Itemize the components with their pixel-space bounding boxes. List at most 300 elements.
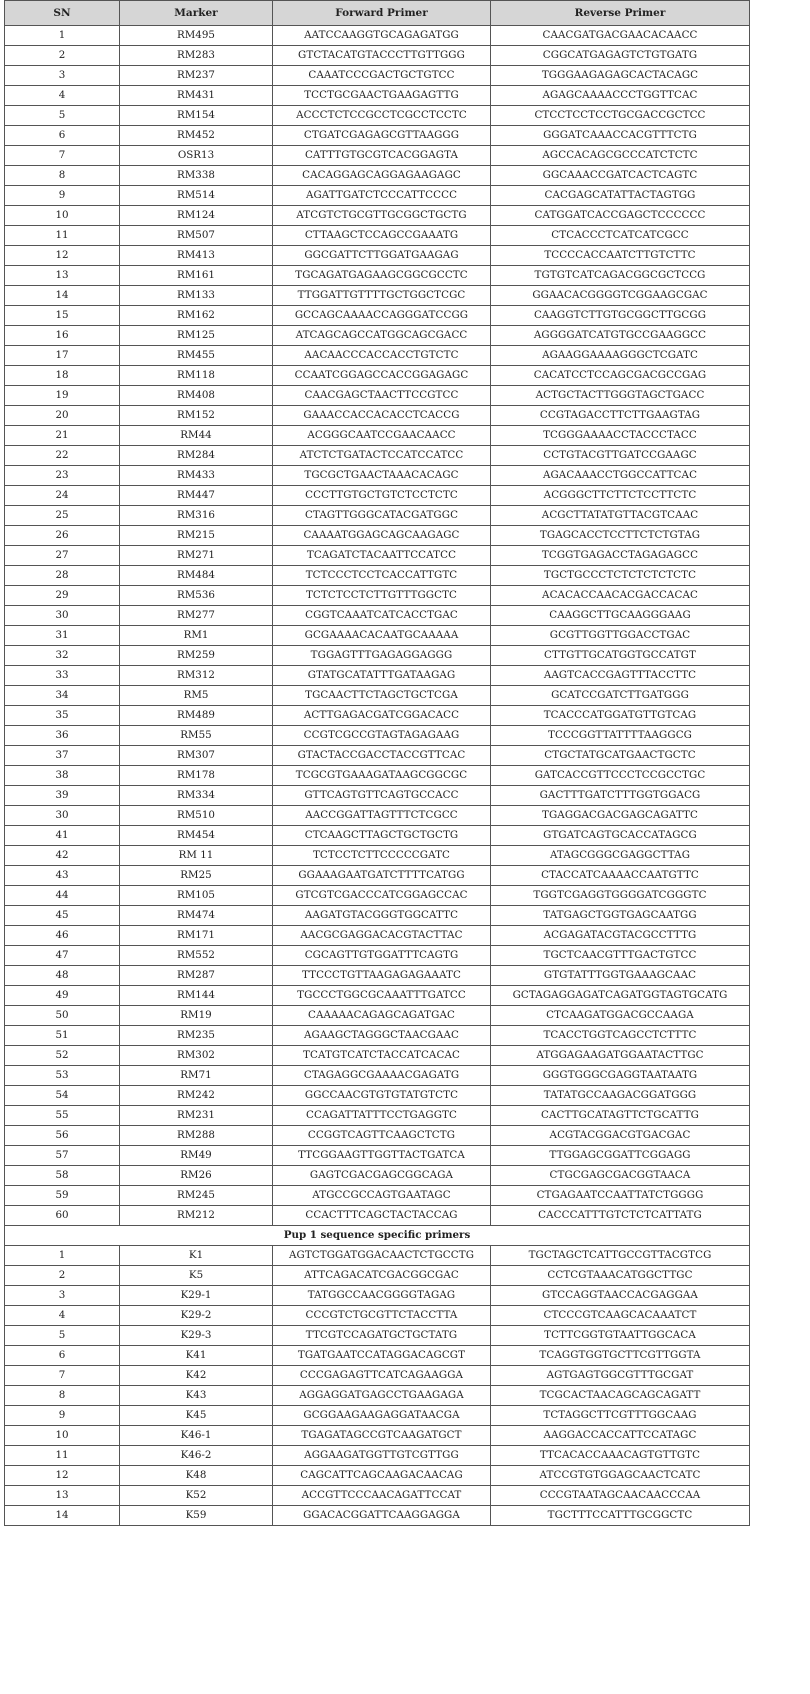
sn-cell: 8 <box>5 1386 120 1406</box>
table-row <box>5 1366 750 1386</box>
sn-cell: 23 <box>5 466 120 486</box>
forward-primer-cell: TGATGAATCCATAGGACAGCGT <box>273 1346 491 1366</box>
reverse-primer-cell: GATCACCGTTCCCTCCGCCTGC <box>491 766 750 786</box>
marker-cell: RM178 <box>120 766 273 786</box>
table-row <box>5 386 750 406</box>
forward-primer-cell: GTTCAGTGTTCAGTGCCACC <box>273 786 491 806</box>
reverse-primer-cell: TATGAGCTGGTGAGCAATGG <box>491 906 750 926</box>
marker-cell: RM284 <box>120 446 273 466</box>
marker-cell: RM154 <box>120 106 273 126</box>
marker-cell: K48 <box>120 1466 273 1486</box>
forward-primer-cell: TGCAACTTCTAGCTGCTCGA <box>273 686 491 706</box>
sn-cell: 11 <box>5 226 120 246</box>
marker-cell: RM552 <box>120 946 273 966</box>
marker-cell: K45 <box>120 1406 273 1426</box>
marker-cell: RM452 <box>120 126 273 146</box>
forward-primer-cell: CATTTGTGCGTCACGGAGTA <box>273 146 491 166</box>
forward-primer-cell: TCATGTCATCTACCATCACAC <box>273 1046 491 1066</box>
marker-cell: K43 <box>120 1386 273 1406</box>
reverse-primer-cell: GTGTATTTGGTGAAAGCAAC <box>491 966 750 986</box>
forward-primer-cell: TCTCCTCTTCCCCCGATC <box>273 846 491 866</box>
reverse-primer-cell: GGCAAACCGATCACTCAGTC <box>491 166 750 186</box>
table-row <box>5 426 750 446</box>
table-row <box>5 446 750 466</box>
sn-cell: 50 <box>5 1006 120 1026</box>
table-row <box>5 226 750 246</box>
table-row <box>5 1066 750 1086</box>
forward-primer-cell: CAACGAGCTAACTTCCGTCC <box>273 386 491 406</box>
forward-primer-cell: CTAGTTGGGCATACGATGGC <box>273 506 491 526</box>
forward-primer-cell: GAAACCACCACACCTCACCG <box>273 406 491 426</box>
marker-cell: RM288 <box>120 1126 273 1146</box>
forward-primer-cell: ATTCAGACATCGACGGCGAC <box>273 1266 491 1286</box>
marker-cell: RM26 <box>120 1166 273 1186</box>
sn-cell: 13 <box>5 1486 120 1506</box>
reverse-primer-cell: TGAGGACGACGAGCAGATTC <box>491 806 750 826</box>
forward-primer-cell: CTCAAGCTTAGCTGCTGCTG <box>273 826 491 846</box>
forward-primer-cell: GCCAGCAAAACCAGGGATCCGG <box>273 306 491 326</box>
table-row <box>5 1186 750 1206</box>
marker-cell: RM71 <box>120 1066 273 1086</box>
table-row <box>5 306 750 326</box>
forward-primer-cell: CCGTCGCCGTAGTAGAGAAG <box>273 726 491 746</box>
sn-cell: 5 <box>5 1326 120 1346</box>
reverse-primer-cell: CGGCATGAGAGTCTGTGATG <box>491 46 750 66</box>
sn-cell: 1 <box>5 1246 120 1266</box>
sn-cell: 7 <box>5 146 120 166</box>
forward-primer-cell: CACAGGAGCAGGAGAAGAGC <box>273 166 491 186</box>
reverse-primer-cell: ATGGAGAAGATGGAATACTTGC <box>491 1046 750 1066</box>
reverse-primer-cell: TGGGAAGAGAGCACTACAGC <box>491 66 750 86</box>
table-row <box>5 786 750 806</box>
table-row <box>5 46 750 66</box>
reverse-primer-cell: ACTGCTACTTGGGTAGCTGACC <box>491 386 750 406</box>
reverse-primer-cell: TCTTCGGTGTAATTGGCACA <box>491 1326 750 1346</box>
sn-cell: 31 <box>5 626 120 646</box>
table-row <box>5 486 750 506</box>
reverse-primer-cell: TTCACACCAAACAGTGTTGTC <box>491 1446 750 1466</box>
marker-cell: K59 <box>120 1506 273 1526</box>
sn-cell: 53 <box>5 1066 120 1086</box>
forward-primer-cell: ATCTCTGATACTCCATCCATCC <box>273 446 491 466</box>
reverse-primer-cell: TGCTTTCCATTTGCGGCTC <box>491 1506 750 1526</box>
sn-cell: 2 <box>5 1266 120 1286</box>
table-row <box>5 826 750 846</box>
marker-cell: RM5 <box>120 686 273 706</box>
marker-cell: RM433 <box>120 466 273 486</box>
sn-cell: 46 <box>5 926 120 946</box>
header-forward-primer: Forward Primer <box>273 1 491 26</box>
forward-primer-cell: CAGCATTCAGCAAGACAACAG <box>273 1466 491 1486</box>
marker-cell: RM316 <box>120 506 273 526</box>
reverse-primer-cell: CCGTAGACCTTCTTGAAGTAG <box>491 406 750 426</box>
marker-cell: RM242 <box>120 1086 273 1106</box>
sn-cell: 57 <box>5 1146 120 1166</box>
marker-cell: RM237 <box>120 66 273 86</box>
sn-cell: 36 <box>5 726 120 746</box>
forward-primer-cell: AACGCGAGGACACGTACTTAC <box>273 926 491 946</box>
reverse-primer-cell: AAGTCACCGAGTTTACCTTC <box>491 666 750 686</box>
table-row <box>5 406 750 426</box>
forward-primer-cell: GCGAAAACACAATGCAAAAA <box>273 626 491 646</box>
forward-primer-cell: CAAAATGGAGCAGCAAGAGC <box>273 526 491 546</box>
primer-table <box>4 0 750 1526</box>
header-row <box>5 1 750 26</box>
marker-cell: RM277 <box>120 606 273 626</box>
reverse-primer-cell: CACCCATTTGTCTCTCATTATG <box>491 1206 750 1226</box>
sn-cell: 22 <box>5 446 120 466</box>
forward-primer-cell: CAAAAACAGAGCAGATGAC <box>273 1006 491 1026</box>
table-row <box>5 126 750 146</box>
table-row <box>5 146 750 166</box>
sn-cell: 3 <box>5 1286 120 1306</box>
table-row <box>5 286 750 306</box>
marker-cell: RM49 <box>120 1146 273 1166</box>
reverse-primer-cell: TGAGCACCTCCTTCTCTGTAG <box>491 526 750 546</box>
reverse-primer-cell: TCTAGGCTTCGTTTGGCAAG <box>491 1406 750 1426</box>
sn-cell: 52 <box>5 1046 120 1066</box>
table-row <box>5 326 750 346</box>
forward-primer-cell: TGCCCTGGCGCAAATTTGATCC <box>273 986 491 1006</box>
marker-cell: K29-1 <box>120 1286 273 1306</box>
table-row <box>5 926 750 946</box>
reverse-primer-cell: TGCTAGCTCATTGCCGTTACGTCG <box>491 1246 750 1266</box>
table-row <box>5 166 750 186</box>
reverse-primer-cell: CACTTGCATAGTTCTGCATTG <box>491 1106 750 1126</box>
reverse-primer-cell: ACGTACGGACGTGACGAC <box>491 1126 750 1146</box>
forward-primer-cell: AGATTGATCTCCCATTCCCC <box>273 186 491 206</box>
reverse-primer-cell: CACGAGCATATTACTAGTGG <box>491 186 750 206</box>
sn-cell: 58 <box>5 1166 120 1186</box>
table-row <box>5 686 750 706</box>
reverse-primer-cell: CTACCATCAAAACCAATGTTC <box>491 866 750 886</box>
forward-primer-cell: CAAATCCCGACTGCTGTCC <box>273 66 491 86</box>
sn-cell: 10 <box>5 1426 120 1446</box>
marker-cell: RM536 <box>120 586 273 606</box>
marker-cell: RM215 <box>120 526 273 546</box>
table-row <box>5 546 750 566</box>
sn-cell: 48 <box>5 966 120 986</box>
marker-cell: RM245 <box>120 1186 273 1206</box>
sn-cell: 55 <box>5 1106 120 1126</box>
sn-cell: 13 <box>5 266 120 286</box>
sn-cell: 43 <box>5 866 120 886</box>
sn-cell: 21 <box>5 426 120 446</box>
forward-primer-cell: ATGCCGCCAGTGAATAGC <box>273 1186 491 1206</box>
table-row <box>5 946 750 966</box>
header-marker: Marker <box>120 1 273 26</box>
table-row <box>5 26 750 46</box>
table-row <box>5 1106 750 1126</box>
reverse-primer-cell: AGGGGATCATGTGCCGAAGGCC <box>491 326 750 346</box>
sn-cell: 5 <box>5 106 120 126</box>
forward-primer-cell: ACCGTTCCCAACAGATTCCAT <box>273 1486 491 1506</box>
section-title: Pup 1 sequence specific primers <box>5 1226 750 1246</box>
marker-cell: RM133 <box>120 286 273 306</box>
reverse-primer-cell: GGGTGGGCGAGGTAATAATG <box>491 1066 750 1086</box>
forward-primer-cell: TGAGATAGCCGTCAAGATGCT <box>273 1426 491 1446</box>
forward-primer-cell: GTATGCATATTTGATAAGAG <box>273 666 491 686</box>
reverse-primer-cell: TCGGTGAGACCTAGAGAGCC <box>491 546 750 566</box>
forward-primer-cell: TCGCGTGAAAGATAAGCGGCGC <box>273 766 491 786</box>
table-row <box>5 966 750 986</box>
table-row <box>5 366 750 386</box>
table-row <box>5 1006 750 1026</box>
forward-primer-cell: ATCGTCTGCGTTGCGGCTGCTG <box>273 206 491 226</box>
forward-primer-cell: TGCAGATGAGAAGCGGCGCCTC <box>273 266 491 286</box>
marker-cell: RM283 <box>120 46 273 66</box>
table-row <box>5 626 750 646</box>
forward-primer-cell: ACCCTCTCCGCCTCGCCTCCTC <box>273 106 491 126</box>
forward-primer-cell: GTCTACATGTACCCTTGTTGGG <box>273 46 491 66</box>
forward-primer-cell: TCAGATCTACAATTCCATCC <box>273 546 491 566</box>
marker-cell: RM235 <box>120 1026 273 1046</box>
marker-cell: RM474 <box>120 906 273 926</box>
marker-cell: RM1 <box>120 626 273 646</box>
marker-cell: K52 <box>120 1486 273 1506</box>
table-row <box>5 746 750 766</box>
marker-cell: RM124 <box>120 206 273 226</box>
sn-cell: 14 <box>5 286 120 306</box>
reverse-primer-cell: AGTGAGTGGCGTTTGCGAT <box>491 1366 750 1386</box>
table-row <box>5 1486 750 1506</box>
reverse-primer-cell: CACATCCTCCAGCGACGCCGAG <box>491 366 750 386</box>
table-row <box>5 1126 750 1146</box>
table-row <box>5 1266 750 1286</box>
reverse-primer-cell: TCCCCACCAATCTTGTCTTC <box>491 246 750 266</box>
table-row <box>5 886 750 906</box>
table-row <box>5 1426 750 1446</box>
marker-cell: RM231 <box>120 1106 273 1126</box>
table-row <box>5 1406 750 1426</box>
forward-primer-cell: CCCTTGTGCTGTCTCCTCTC <box>273 486 491 506</box>
table-row <box>5 466 750 486</box>
sn-cell: 14 <box>5 1506 120 1526</box>
reverse-primer-cell: AGACAAACCTGGCCATTCAC <box>491 466 750 486</box>
sn-cell: 1 <box>5 26 120 46</box>
sn-cell: 42 <box>5 846 120 866</box>
marker-cell: RM44 <box>120 426 273 446</box>
sn-cell: 56 <box>5 1126 120 1146</box>
sn-cell: 4 <box>5 86 120 106</box>
forward-primer-cell: CGCAGTTGTGGATTTCAGTG <box>273 946 491 966</box>
sn-cell: 8 <box>5 166 120 186</box>
sn-cell: 34 <box>5 686 120 706</box>
sn-cell: 12 <box>5 246 120 266</box>
sn-cell: 29 <box>5 586 120 606</box>
table-row <box>5 206 750 226</box>
marker-cell: RM118 <box>120 366 273 386</box>
sn-cell: 45 <box>5 906 120 926</box>
table-row <box>5 646 750 666</box>
sn-cell: 59 <box>5 1186 120 1206</box>
marker-cell: K46-1 <box>120 1426 273 1446</box>
forward-primer-cell: CCCGAGAGTTCATCAGAAGGA <box>273 1366 491 1386</box>
marker-cell: RM413 <box>120 246 273 266</box>
table-row <box>5 1206 750 1226</box>
sn-cell: 2 <box>5 46 120 66</box>
sn-cell: 20 <box>5 406 120 426</box>
reverse-primer-cell: CAACGATGACGAACACAACC <box>491 26 750 46</box>
sn-cell: 44 <box>5 886 120 906</box>
pup1-primer-rows <box>5 1246 750 1526</box>
table-row <box>5 506 750 526</box>
table-row <box>5 106 750 126</box>
sn-cell: 41 <box>5 826 120 846</box>
reverse-primer-cell: CCTCGTAAACATGGCTTGC <box>491 1266 750 1286</box>
sn-cell: 15 <box>5 306 120 326</box>
forward-primer-cell: CGGTCAAATCATCACCTGAC <box>273 606 491 626</box>
forward-primer-cell: CCAGATTATTTCCTGAGGTC <box>273 1106 491 1126</box>
table-row <box>5 186 750 206</box>
header-reverse-primer: Reverse Primer <box>491 1 750 26</box>
marker-cell: RM302 <box>120 1046 273 1066</box>
marker-cell: RM408 <box>120 386 273 406</box>
reverse-primer-cell: CTGCGAGCGACGGTAACA <box>491 1166 750 1186</box>
reverse-primer-cell: CTGAGAATCCAATTATCTGGGG <box>491 1186 750 1206</box>
forward-primer-cell: TCTCCCTCCTCACCATTGTC <box>273 566 491 586</box>
forward-primer-cell: TCTCTCCTCTTGTTTGGCTC <box>273 586 491 606</box>
sn-cell: 24 <box>5 486 120 506</box>
marker-cell: K1 <box>120 1246 273 1266</box>
forward-primer-cell: AGGAGGATGAGCCTGAAGAGA <box>273 1386 491 1406</box>
marker-cell: K29-3 <box>120 1326 273 1346</box>
table-row <box>5 1306 750 1326</box>
reverse-primer-cell: TCGCACTAACAGCAGCAGATT <box>491 1386 750 1406</box>
reverse-primer-cell: GCTAGAGGAGATCAGATGGTAGTGCATG <box>491 986 750 1006</box>
reverse-primer-cell: AAGGACCACCATTCCATAGC <box>491 1426 750 1446</box>
table-row <box>5 526 750 546</box>
sn-cell: 25 <box>5 506 120 526</box>
sn-cell: 9 <box>5 1406 120 1426</box>
marker-cell: RM507 <box>120 226 273 246</box>
forward-primer-cell: AATCCAAGGTGCAGAGATGG <box>273 26 491 46</box>
marker-cell: RM454 <box>120 826 273 846</box>
marker-cell: RM171 <box>120 926 273 946</box>
marker-cell: RM161 <box>120 266 273 286</box>
reverse-primer-cell: TGGTCGAGGTGGGGATCGGGTC <box>491 886 750 906</box>
forward-primer-cell: ACTTGAGACGATCGGACACC <box>273 706 491 726</box>
table-row <box>5 1506 750 1526</box>
reverse-primer-cell: AGCCACAGCGCCCATCTCTC <box>491 146 750 166</box>
sn-cell: 19 <box>5 386 120 406</box>
table-row <box>5 1326 750 1346</box>
sn-cell: 37 <box>5 746 120 766</box>
marker-cell: RM447 <box>120 486 273 506</box>
forward-primer-cell: ACGGGCAATCCGAACAACC <box>273 426 491 446</box>
sn-cell: 33 <box>5 666 120 686</box>
forward-primer-cell: TTCGTCCAGATGCTGCTATG <box>273 1326 491 1346</box>
marker-cell: RM510 <box>120 806 273 826</box>
sn-cell: 60 <box>5 1206 120 1226</box>
reverse-primer-cell: ACACACCAACACGACCACAC <box>491 586 750 606</box>
reverse-primer-cell: TCAGGTGGTGCTTCGTTGGTA <box>491 1346 750 1366</box>
reverse-primer-cell: CTTGTTGCATGGTGCCATGT <box>491 646 750 666</box>
forward-primer-cell: CCAATCGGAGCCACCGGAGAGC <box>273 366 491 386</box>
sn-cell: 38 <box>5 766 120 786</box>
forward-primer-cell: AGAAGCTAGGGCTAACGAAC <box>273 1026 491 1046</box>
table-row <box>5 346 750 366</box>
marker-cell: RM144 <box>120 986 273 1006</box>
forward-primer-cell: AGTCTGGATGGACAACTCTGCCTG <box>273 1246 491 1266</box>
sn-cell: 4 <box>5 1306 120 1326</box>
marker-cell: RM334 <box>120 786 273 806</box>
marker-cell: RM 11 <box>120 846 273 866</box>
table-row <box>5 1046 750 1066</box>
sn-cell: 26 <box>5 526 120 546</box>
marker-cell: RM125 <box>120 326 273 346</box>
forward-primer-cell: GGAAAGAATGATCTTTTCATGG <box>273 866 491 886</box>
reverse-primer-cell: GCATCCGATCTTGATGGG <box>491 686 750 706</box>
marker-cell: RM25 <box>120 866 273 886</box>
reverse-primer-cell: CCCGTAATAGCAACAACCCAA <box>491 1486 750 1506</box>
sn-cell: 12 <box>5 1466 120 1486</box>
marker-cell: K5 <box>120 1266 273 1286</box>
reverse-primer-cell: AGAAGGAAAAGGGCTCGATC <box>491 346 750 366</box>
forward-primer-cell: GCGGAAGAAGAGGATAACGA <box>273 1406 491 1426</box>
forward-primer-cell: ATCAGCAGCCATGGCAGCGACC <box>273 326 491 346</box>
marker-cell: RM152 <box>120 406 273 426</box>
marker-cell: RM455 <box>120 346 273 366</box>
marker-cell: RM105 <box>120 886 273 906</box>
table-row <box>5 666 750 686</box>
marker-cell: K42 <box>120 1366 273 1386</box>
pup1-section-header <box>5 1226 750 1246</box>
reverse-primer-cell: GGAACACGGGGTCGGAAGCGAC <box>491 286 750 306</box>
marker-cell: RM338 <box>120 166 273 186</box>
table-row <box>5 66 750 86</box>
reverse-primer-cell: CTCAAGATGGACGCCAAGA <box>491 1006 750 1026</box>
table-row <box>5 866 750 886</box>
forward-primer-cell: GGCCAACGTGTGTATGTCTC <box>273 1086 491 1106</box>
sn-cell: 3 <box>5 66 120 86</box>
marker-cell: RM489 <box>120 706 273 726</box>
marker-cell: RM259 <box>120 646 273 666</box>
reverse-primer-cell: AGAGCAAAACCCTGGTTCAC <box>491 86 750 106</box>
reverse-primer-cell: GGGATCAAACCACGTTTCTG <box>491 126 750 146</box>
section-row <box>5 1226 750 1246</box>
forward-primer-cell: TGGAGTTTGAGAGGAGGG <box>273 646 491 666</box>
sn-cell: 35 <box>5 706 120 726</box>
reverse-primer-cell: TCACCTGGTCAGCCTCTTTC <box>491 1026 750 1046</box>
table-row <box>5 1346 750 1366</box>
forward-primer-cell: CCCGTCTGCGTTCTACCTTA <box>273 1306 491 1326</box>
table-row <box>5 1246 750 1266</box>
marker-cell: RM162 <box>120 306 273 326</box>
table-row <box>5 266 750 286</box>
reverse-primer-cell: TCACCCATGGATGTTGTCAG <box>491 706 750 726</box>
reverse-primer-cell: GTGATCAGTGCACCATAGCG <box>491 826 750 846</box>
sn-cell: 9 <box>5 186 120 206</box>
forward-primer-cell: GTACTACCGACCTACCGTTCAC <box>273 746 491 766</box>
reverse-primer-cell: TTGGAGCGGATTCGGAGG <box>491 1146 750 1166</box>
sn-cell: 30 <box>5 606 120 626</box>
reverse-primer-cell: CTGCTATGCATGAACTGCTC <box>491 746 750 766</box>
table-row <box>5 766 750 786</box>
marker-cell: RM431 <box>120 86 273 106</box>
forward-primer-cell: AACCGGATTAGTTTCTCGCC <box>273 806 491 826</box>
reverse-primer-cell: TGCTGCCCTCTCTCTCTCTC <box>491 566 750 586</box>
table-row <box>5 1166 750 1186</box>
table-row <box>5 586 750 606</box>
marker-cell: RM287 <box>120 966 273 986</box>
reverse-primer-cell: ACGAGATACGTACGCCTTTG <box>491 926 750 946</box>
reverse-primer-cell: CCTGTACGTTGATCCGAAGC <box>491 446 750 466</box>
sn-cell: 47 <box>5 946 120 966</box>
header-sn: SN <box>5 1 120 26</box>
reverse-primer-cell: ATAGCGGGCGAGGCTTAG <box>491 846 750 866</box>
sn-cell: 51 <box>5 1026 120 1046</box>
